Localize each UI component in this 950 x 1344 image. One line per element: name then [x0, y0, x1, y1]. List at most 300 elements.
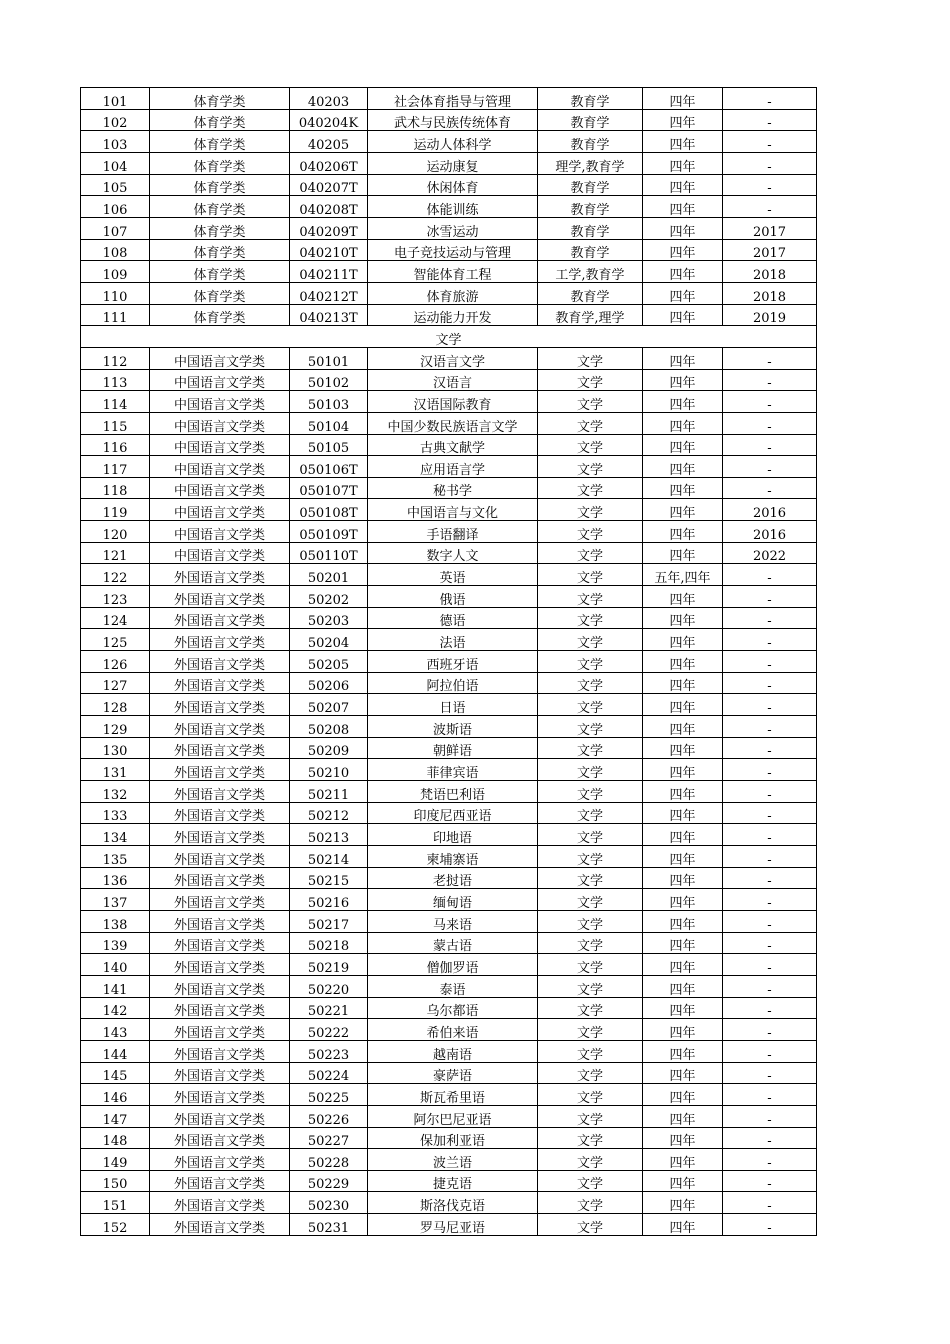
row-number-cell: 127 — [81, 672, 150, 694]
row-number-cell: 137 — [81, 889, 150, 911]
row-number-cell: 132 — [81, 781, 150, 803]
major-name-cell: 捷克语 — [368, 1170, 538, 1192]
table-row — [81, 1084, 817, 1106]
category-cell: 外国语言文学类 — [150, 1062, 290, 1084]
code-cell: 50224 — [290, 1062, 368, 1084]
degree-cell: 文学 — [538, 586, 643, 608]
row-number-cell: 146 — [81, 1084, 150, 1106]
table-row — [81, 347, 817, 369]
degree-cell: 教育学 — [538, 131, 643, 153]
major-name-cell: 中国少数民族语言文学 — [368, 412, 538, 434]
degree-cell: 文学 — [538, 521, 643, 543]
row-number-cell: 114 — [81, 391, 150, 413]
row-number-cell: 126 — [81, 651, 150, 673]
duration-cell: 四年 — [643, 456, 723, 478]
code-cell: 050109T — [290, 521, 368, 543]
code-cell: 040208T — [290, 196, 368, 218]
row-number-cell: 133 — [81, 802, 150, 824]
year-cell: - — [723, 867, 817, 889]
major-name-cell: 保加利亚语 — [368, 1127, 538, 1149]
major-name-cell: 豪萨语 — [368, 1062, 538, 1084]
degree-cell: 文学 — [538, 716, 643, 738]
degree-cell: 文学 — [538, 975, 643, 997]
category-cell: 外国语言文学类 — [150, 1019, 290, 1041]
degree-cell: 文学 — [538, 954, 643, 976]
duration-cell: 四年 — [643, 694, 723, 716]
category-cell: 中国语言文学类 — [150, 521, 290, 543]
degree-cell: 工学,教育学 — [538, 261, 643, 283]
major-name-cell: 泰语 — [368, 975, 538, 997]
duration-cell: 四年 — [643, 412, 723, 434]
category-cell: 体育学类 — [150, 261, 290, 283]
row-number-cell: 142 — [81, 997, 150, 1019]
duration-cell: 四年 — [643, 824, 723, 846]
duration-cell: 四年 — [643, 954, 723, 976]
year-cell: 2016 — [723, 521, 817, 543]
code-cell: 040209T — [290, 217, 368, 239]
row-number-cell: 128 — [81, 694, 150, 716]
degree-cell: 文学 — [538, 1170, 643, 1192]
duration-cell: 四年 — [643, 88, 723, 110]
major-name-cell: 冰雪运动 — [368, 217, 538, 239]
table-row — [81, 889, 817, 911]
section-row-group — [81, 326, 817, 348]
table-row — [81, 304, 817, 326]
row-number-cell: 112 — [81, 347, 150, 369]
table-row — [81, 521, 817, 543]
major-name-cell: 罗马尼亚语 — [368, 1214, 538, 1236]
section-label: 文学 — [81, 326, 817, 348]
year-cell: 2018 — [723, 261, 817, 283]
row-number-cell: 151 — [81, 1192, 150, 1214]
year-cell: - — [723, 932, 817, 954]
year-cell: - — [723, 196, 817, 218]
table-row — [81, 261, 817, 283]
degree-cell: 文学 — [538, 781, 643, 803]
code-cell: 50222 — [290, 1019, 368, 1041]
category-cell: 外国语言文学类 — [150, 1192, 290, 1214]
category-cell: 外国语言文学类 — [150, 1149, 290, 1171]
degree-cell: 教育学 — [538, 282, 643, 304]
code-cell: 050107T — [290, 477, 368, 499]
table-row — [81, 196, 817, 218]
major-name-cell: 阿拉伯语 — [368, 672, 538, 694]
code-cell: 50105 — [290, 434, 368, 456]
major-name-cell: 运动人体科学 — [368, 131, 538, 153]
duration-cell: 四年 — [643, 781, 723, 803]
code-cell: 50201 — [290, 564, 368, 586]
category-cell: 外国语言文学类 — [150, 1214, 290, 1236]
category-cell: 外国语言文学类 — [150, 564, 290, 586]
code-cell: 50214 — [290, 845, 368, 867]
code-cell: 50217 — [290, 910, 368, 932]
table-row — [81, 997, 817, 1019]
degree-cell: 文学 — [538, 1192, 643, 1214]
year-cell: - — [723, 131, 817, 153]
year-cell: - — [723, 781, 817, 803]
code-cell: 50102 — [290, 369, 368, 391]
year-cell: - — [723, 1062, 817, 1084]
code-cell: 50230 — [290, 1192, 368, 1214]
category-cell: 外国语言文学类 — [150, 716, 290, 738]
category-cell: 体育学类 — [150, 88, 290, 110]
category-cell: 外国语言文学类 — [150, 867, 290, 889]
row-number-cell: 104 — [81, 152, 150, 174]
code-cell: 50226 — [290, 1105, 368, 1127]
category-cell: 外国语言文学类 — [150, 759, 290, 781]
degree-cell: 文学 — [538, 694, 643, 716]
duration-cell: 四年 — [643, 975, 723, 997]
row-number-cell: 109 — [81, 261, 150, 283]
code-cell: 50220 — [290, 975, 368, 997]
row-number-cell: 150 — [81, 1170, 150, 1192]
major-name-cell: 希伯来语 — [368, 1019, 538, 1041]
row-number-cell: 125 — [81, 629, 150, 651]
code-cell: 50219 — [290, 954, 368, 976]
table-row — [81, 412, 817, 434]
category-cell: 中国语言文学类 — [150, 369, 290, 391]
category-cell: 外国语言文学类 — [150, 607, 290, 629]
category-cell: 体育学类 — [150, 196, 290, 218]
category-cell: 外国语言文学类 — [150, 651, 290, 673]
major-name-cell: 运动能力开发 — [368, 304, 538, 326]
duration-cell: 四年 — [643, 131, 723, 153]
year-cell: - — [723, 109, 817, 131]
code-cell: 50228 — [290, 1149, 368, 1171]
degree-cell: 文学 — [538, 607, 643, 629]
category-cell: 外国语言文学类 — [150, 781, 290, 803]
category-cell: 体育学类 — [150, 282, 290, 304]
year-cell: - — [723, 174, 817, 196]
table-row — [81, 1040, 817, 1062]
table-row — [81, 477, 817, 499]
year-cell: - — [723, 1149, 817, 1171]
major-name-cell: 菲律宾语 — [368, 759, 538, 781]
year-cell: - — [723, 975, 817, 997]
year-cell: - — [723, 1214, 817, 1236]
duration-cell: 四年 — [643, 1040, 723, 1062]
major-name-cell: 斯瓦希里语 — [368, 1084, 538, 1106]
duration-cell: 四年 — [643, 716, 723, 738]
degree-cell: 文学 — [538, 1040, 643, 1062]
row-number-cell: 124 — [81, 607, 150, 629]
table-row — [81, 88, 817, 110]
major-name-cell: 秘书学 — [368, 477, 538, 499]
year-cell: - — [723, 152, 817, 174]
code-cell: 50103 — [290, 391, 368, 413]
row-number-cell: 105 — [81, 174, 150, 196]
table-row — [81, 954, 817, 976]
major-name-cell: 波兰语 — [368, 1149, 538, 1171]
row-number-cell: 110 — [81, 282, 150, 304]
category-cell: 外国语言文学类 — [150, 672, 290, 694]
row-number-cell: 147 — [81, 1105, 150, 1127]
year-cell: - — [723, 845, 817, 867]
table-row — [81, 282, 817, 304]
degree-cell: 理学,教育学 — [538, 152, 643, 174]
major-name-cell: 印地语 — [368, 824, 538, 846]
duration-cell: 四年 — [643, 867, 723, 889]
degree-cell: 文学 — [538, 1214, 643, 1236]
table-row — [81, 802, 817, 824]
major-name-cell: 电子竞技运动与管理 — [368, 239, 538, 261]
degree-cell: 文学 — [538, 802, 643, 824]
row-number-cell: 130 — [81, 737, 150, 759]
category-cell: 外国语言文学类 — [150, 1105, 290, 1127]
duration-cell: 四年 — [643, 607, 723, 629]
row-number-cell: 101 — [81, 88, 150, 110]
degree-cell: 教育学,理学 — [538, 304, 643, 326]
major-name-cell: 柬埔寨语 — [368, 845, 538, 867]
category-cell: 外国语言文学类 — [150, 1127, 290, 1149]
table-row — [81, 499, 817, 521]
table-row — [81, 845, 817, 867]
degree-cell: 教育学 — [538, 239, 643, 261]
duration-cell: 四年 — [643, 759, 723, 781]
table-row — [81, 1019, 817, 1041]
degree-cell: 教育学 — [538, 88, 643, 110]
duration-cell: 四年 — [643, 802, 723, 824]
category-cell: 中国语言文学类 — [150, 542, 290, 564]
degree-cell: 文学 — [538, 391, 643, 413]
year-cell: - — [723, 347, 817, 369]
year-cell: - — [723, 477, 817, 499]
year-cell: 2017 — [723, 239, 817, 261]
major-name-cell: 英语 — [368, 564, 538, 586]
major-name-cell: 数字人文 — [368, 542, 538, 564]
degree-cell: 文学 — [538, 737, 643, 759]
duration-cell: 四年 — [643, 737, 723, 759]
category-cell: 外国语言文学类 — [150, 889, 290, 911]
duration-cell: 四年 — [643, 477, 723, 499]
table-row — [81, 542, 817, 564]
row-number-cell: 148 — [81, 1127, 150, 1149]
year-cell: - — [723, 456, 817, 478]
duration-cell: 四年 — [643, 672, 723, 694]
year-cell: - — [723, 1105, 817, 1127]
major-name-cell: 波斯语 — [368, 716, 538, 738]
degree-cell: 教育学 — [538, 217, 643, 239]
row-number-cell: 144 — [81, 1040, 150, 1062]
major-name-cell: 老挝语 — [368, 867, 538, 889]
category-cell: 外国语言文学类 — [150, 954, 290, 976]
duration-cell: 四年 — [643, 152, 723, 174]
degree-cell: 文学 — [538, 889, 643, 911]
degree-cell: 文学 — [538, 932, 643, 954]
category-cell: 外国语言文学类 — [150, 694, 290, 716]
code-cell: 50205 — [290, 651, 368, 673]
duration-cell: 五年,四年 — [643, 564, 723, 586]
category-cell: 外国语言文学类 — [150, 629, 290, 651]
degree-cell: 文学 — [538, 1084, 643, 1106]
year-cell: - — [723, 369, 817, 391]
code-cell: 050110T — [290, 542, 368, 564]
duration-cell: 四年 — [643, 1149, 723, 1171]
degree-cell: 文学 — [538, 867, 643, 889]
code-cell: 40203 — [290, 88, 368, 110]
category-cell: 外国语言文学类 — [150, 932, 290, 954]
category-cell: 体育学类 — [150, 131, 290, 153]
duration-cell: 四年 — [643, 217, 723, 239]
table-row — [81, 867, 817, 889]
category-cell: 体育学类 — [150, 304, 290, 326]
year-cell: - — [723, 737, 817, 759]
duration-cell: 四年 — [643, 1019, 723, 1041]
major-name-cell: 休闲体育 — [368, 174, 538, 196]
code-cell: 50211 — [290, 781, 368, 803]
table-row — [81, 737, 817, 759]
degree-cell: 文学 — [538, 456, 643, 478]
table-row — [81, 109, 817, 131]
degree-cell: 文学 — [538, 542, 643, 564]
row-number-cell: 134 — [81, 824, 150, 846]
category-cell: 体育学类 — [150, 174, 290, 196]
row-number-cell: 119 — [81, 499, 150, 521]
table-row — [81, 824, 817, 846]
duration-cell: 四年 — [643, 1170, 723, 1192]
code-cell: 50209 — [290, 737, 368, 759]
year-cell: - — [723, 1040, 817, 1062]
year-cell: - — [723, 910, 817, 932]
table-row — [81, 651, 817, 673]
major-name-cell: 乌尔都语 — [368, 997, 538, 1019]
category-cell: 外国语言文学类 — [150, 802, 290, 824]
row-number-cell: 106 — [81, 196, 150, 218]
code-cell: 040213T — [290, 304, 368, 326]
category-cell: 外国语言文学类 — [150, 824, 290, 846]
row-number-cell: 149 — [81, 1149, 150, 1171]
major-name-cell: 古典文献学 — [368, 434, 538, 456]
table-row — [81, 239, 817, 261]
duration-cell: 四年 — [643, 391, 723, 413]
row-number-cell: 107 — [81, 217, 150, 239]
major-name-cell: 应用语言学 — [368, 456, 538, 478]
degree-cell: 文学 — [538, 1019, 643, 1041]
year-cell: - — [723, 997, 817, 1019]
code-cell: 040210T — [290, 239, 368, 261]
year-cell: - — [723, 1170, 817, 1192]
category-cell: 外国语言文学类 — [150, 586, 290, 608]
category-cell: 体育学类 — [150, 152, 290, 174]
duration-cell: 四年 — [643, 651, 723, 673]
major-name-cell: 体能训练 — [368, 196, 538, 218]
degree-cell: 文学 — [538, 477, 643, 499]
code-cell: 50216 — [290, 889, 368, 911]
degree-cell: 文学 — [538, 499, 643, 521]
degree-cell: 文学 — [538, 564, 643, 586]
row-number-cell: 123 — [81, 586, 150, 608]
year-cell: - — [723, 1019, 817, 1041]
year-cell: - — [723, 629, 817, 651]
row-number-cell: 131 — [81, 759, 150, 781]
duration-cell: 四年 — [643, 1105, 723, 1127]
duration-cell: 四年 — [643, 261, 723, 283]
row-number-cell: 103 — [81, 131, 150, 153]
duration-cell: 四年 — [643, 369, 723, 391]
code-cell: 50231 — [290, 1214, 368, 1236]
major-name-cell: 印度尼西亚语 — [368, 802, 538, 824]
table-row — [81, 607, 817, 629]
table-row — [81, 716, 817, 738]
table-row — [81, 1149, 817, 1171]
year-cell: - — [723, 1192, 817, 1214]
degree-cell: 文学 — [538, 412, 643, 434]
year-cell: - — [723, 802, 817, 824]
code-cell: 50223 — [290, 1040, 368, 1062]
degree-cell: 文学 — [538, 629, 643, 651]
category-cell: 外国语言文学类 — [150, 910, 290, 932]
code-cell: 040212T — [290, 282, 368, 304]
major-name-cell: 俄语 — [368, 586, 538, 608]
year-cell: - — [723, 716, 817, 738]
major-name-cell: 汉语国际教育 — [368, 391, 538, 413]
duration-cell: 四年 — [643, 1127, 723, 1149]
degree-cell: 文学 — [538, 434, 643, 456]
code-cell: 50202 — [290, 586, 368, 608]
row-number-cell: 115 — [81, 412, 150, 434]
category-cell: 外国语言文学类 — [150, 1084, 290, 1106]
major-name-cell: 蒙古语 — [368, 932, 538, 954]
category-cell: 外国语言文学类 — [150, 997, 290, 1019]
table-row — [81, 910, 817, 932]
row-number-cell: 116 — [81, 434, 150, 456]
duration-cell: 四年 — [643, 542, 723, 564]
duration-cell: 四年 — [643, 910, 723, 932]
duration-cell: 四年 — [643, 434, 723, 456]
row-number-cell: 121 — [81, 542, 150, 564]
table-row — [81, 1105, 817, 1127]
category-cell: 中国语言文学类 — [150, 347, 290, 369]
duration-cell: 四年 — [643, 499, 723, 521]
year-cell: 2016 — [723, 499, 817, 521]
code-cell: 040204K — [290, 109, 368, 131]
table-row — [81, 131, 817, 153]
row-number-cell: 120 — [81, 521, 150, 543]
year-cell: - — [723, 672, 817, 694]
code-cell: 040211T — [290, 261, 368, 283]
duration-cell: 四年 — [643, 845, 723, 867]
major-name-cell: 缅甸语 — [368, 889, 538, 911]
code-cell: 50207 — [290, 694, 368, 716]
degree-cell: 文学 — [538, 347, 643, 369]
table-row — [81, 564, 817, 586]
duration-cell: 四年 — [643, 997, 723, 1019]
major-name-cell: 中国语言与文化 — [368, 499, 538, 521]
major-name-cell: 僧伽罗语 — [368, 954, 538, 976]
section-row — [81, 326, 817, 348]
code-cell: 050106T — [290, 456, 368, 478]
year-cell: - — [723, 88, 817, 110]
major-name-cell: 马来语 — [368, 910, 538, 932]
code-cell: 50229 — [290, 1170, 368, 1192]
category-cell: 中国语言文学类 — [150, 456, 290, 478]
degree-cell: 文学 — [538, 997, 643, 1019]
row-number-cell: 122 — [81, 564, 150, 586]
year-cell: - — [723, 607, 817, 629]
year-cell: - — [723, 954, 817, 976]
row-number-cell: 152 — [81, 1214, 150, 1236]
major-name-cell: 武术与民族传统体育 — [368, 109, 538, 131]
category-cell: 外国语言文学类 — [150, 737, 290, 759]
code-cell: 40205 — [290, 131, 368, 153]
duration-cell: 四年 — [643, 282, 723, 304]
category-cell: 中国语言文学类 — [150, 391, 290, 413]
code-cell: 040206T — [290, 152, 368, 174]
category-cell: 体育学类 — [150, 217, 290, 239]
row-number-cell: 139 — [81, 932, 150, 954]
year-cell: - — [723, 651, 817, 673]
major-name-cell: 梵语巴利语 — [368, 781, 538, 803]
